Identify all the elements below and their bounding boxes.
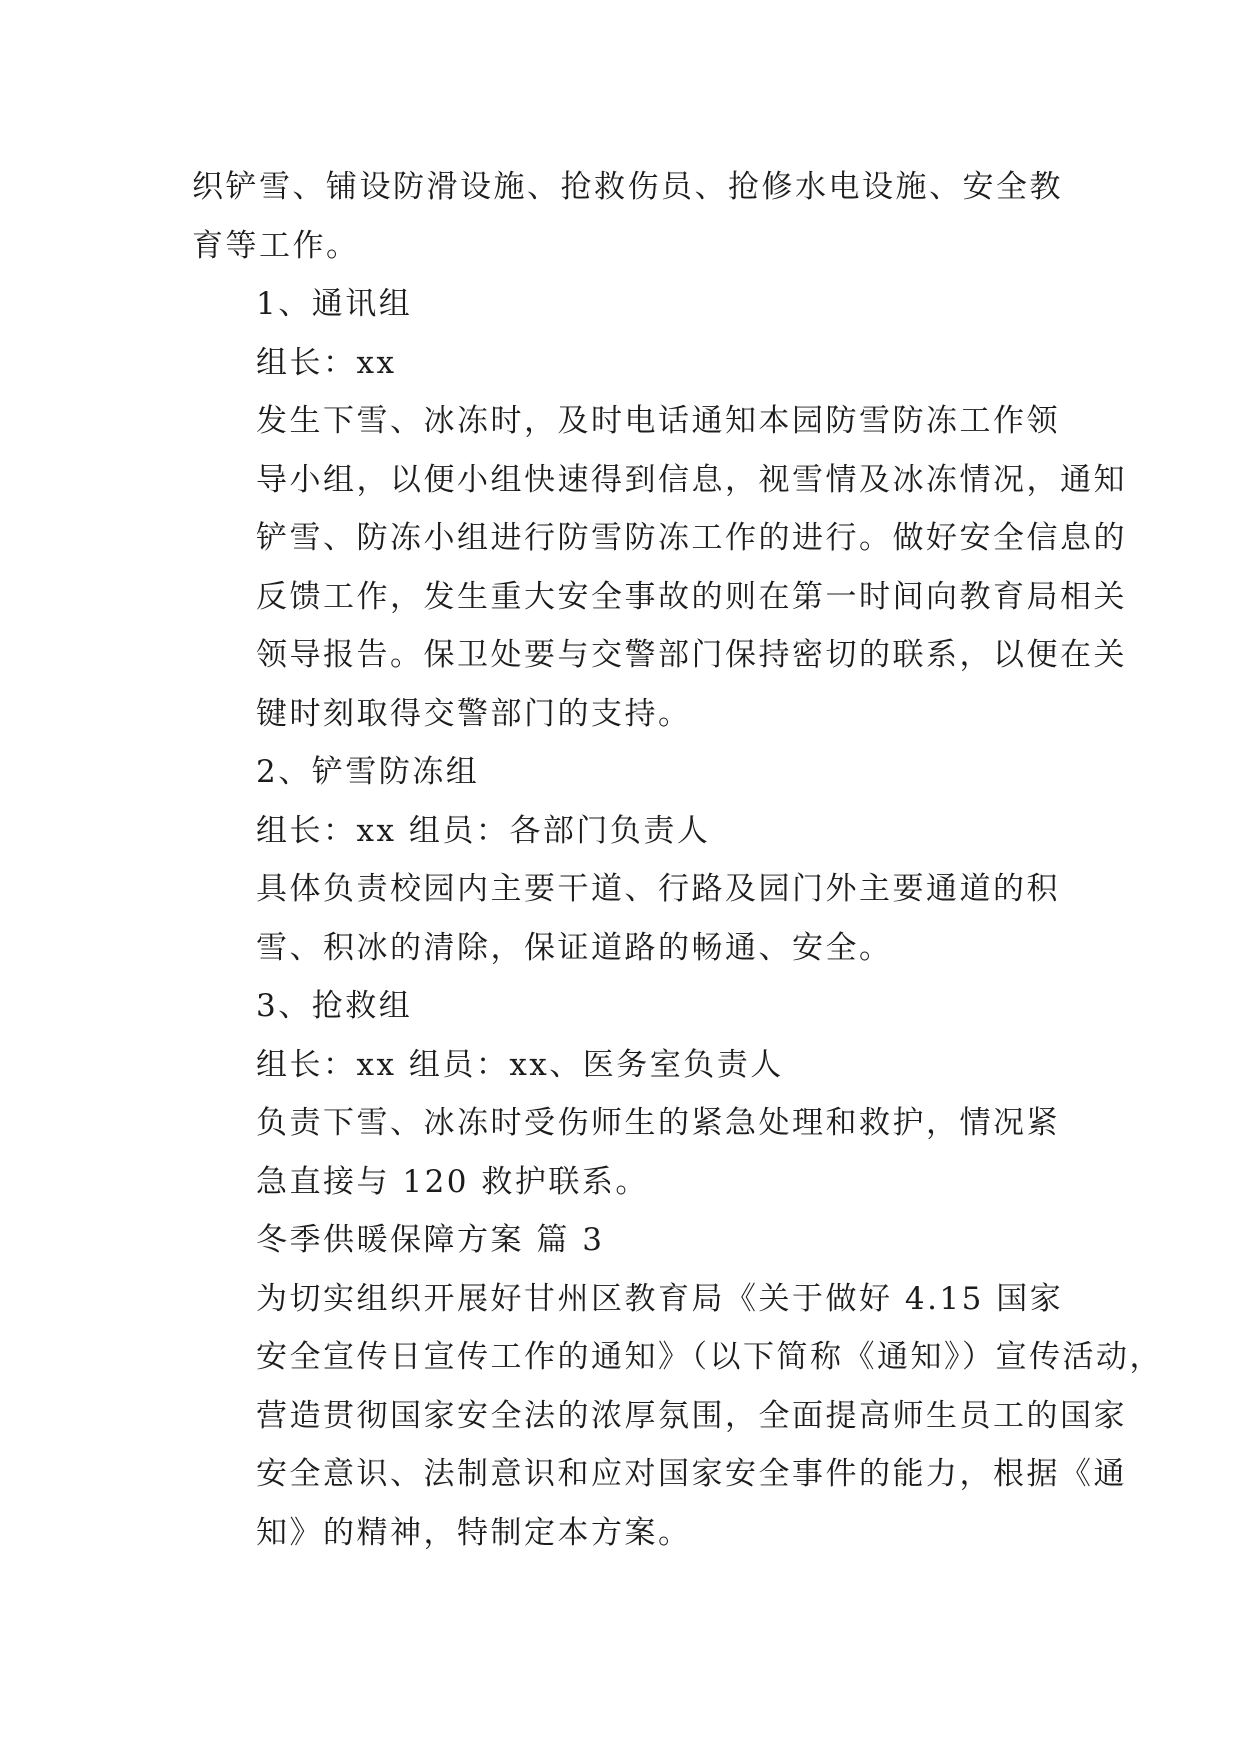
section-heading-snow-removal-group <box>192 743 1054 802</box>
text-line: 组长：xx 组员：xx、医务室负责人 <box>256 1046 784 1083</box>
text-line: 3、抢救组 <box>256 988 413 1024</box>
text-line: 安全宣传日宣传工作的通知》（以下简称《通知》）宣传活动， <box>256 1339 1163 1375</box>
text-line: 知》的精神，特制定本方案。 <box>256 1514 692 1551</box>
text-line: 1、通讯组 <box>256 286 413 322</box>
text-line: 铲雪、防冻小组进行防雪防冻工作的进行。做好安全信息的 <box>256 520 1127 556</box>
text-line: 冬季供暖保障方案 篇 3 <box>256 1222 605 1258</box>
text-line: 导小组，以便小组快速得到信息，视雪情及冰冻情况，通知 <box>256 461 1127 498</box>
paragraph-snow-removal-members <box>192 802 1054 861</box>
section-heading-rescue-group <box>192 977 1054 1036</box>
paragraph-continued-duties <box>192 158 1063 275</box>
text-line: 领导报告。保卫处要与交警部门保持密切的联系，以便在关 <box>256 637 1127 673</box>
text-line: 组长：xx 组员：各部门负责人 <box>256 812 711 849</box>
text-line: 营造贯彻国家安全法的浓厚氛围，全面提高师生员工的国家 <box>256 1397 1127 1434</box>
text-line: 雪、积冰的清除，保证道路的畅通、安全。 <box>256 929 893 966</box>
text-line: 育等工作。 <box>192 227 360 264</box>
text-line: 急直接与 120 救护联系。 <box>256 1163 649 1200</box>
paragraph-communication-leader <box>192 334 1054 393</box>
paragraph-plan-introduction <box>192 1270 1163 1563</box>
section-title-heating-plan-3 <box>192 1211 1054 1270</box>
text-line: 反馈工作，发生重大安全事故的则在第一时间向教育局相关 <box>256 578 1127 615</box>
paragraph-rescue-duties <box>192 1094 1060 1211</box>
document-page <box>192 158 1163 1562</box>
text-line: 组长：xx <box>256 344 397 381</box>
section-heading-communication-group <box>192 275 1054 334</box>
text-line: 安全意识、法制意识和应对国家安全事件的能力，根据《通 <box>256 1456 1127 1492</box>
text-line: 为切实组织开展好甘州区教育局《关于做好 4.15 国家 <box>256 1280 1064 1317</box>
paragraph-snow-removal-duties <box>192 860 1060 977</box>
paragraph-rescue-members <box>192 1036 1054 1095</box>
paragraph-communication-duties <box>192 392 1127 743</box>
text-line: 具体负责校园内主要干道、行路及园门外主要通道的积 <box>256 871 1060 907</box>
text-line: 负责下雪、冰冻时受伤师生的紧急处理和救护，情况紧 <box>256 1105 1060 1141</box>
text-line: 发生下雪、冰冻时，及时电话通知本园防雪防冻工作领 <box>256 403 1060 439</box>
text-line: 织铲雪、铺设防滑设施、抢救伤员、抢修水电设施、安全教 <box>192 169 1063 205</box>
text-line: 2、铲雪防冻组 <box>256 754 480 790</box>
text-line: 键时刻取得交警部门的支持。 <box>256 695 692 732</box>
